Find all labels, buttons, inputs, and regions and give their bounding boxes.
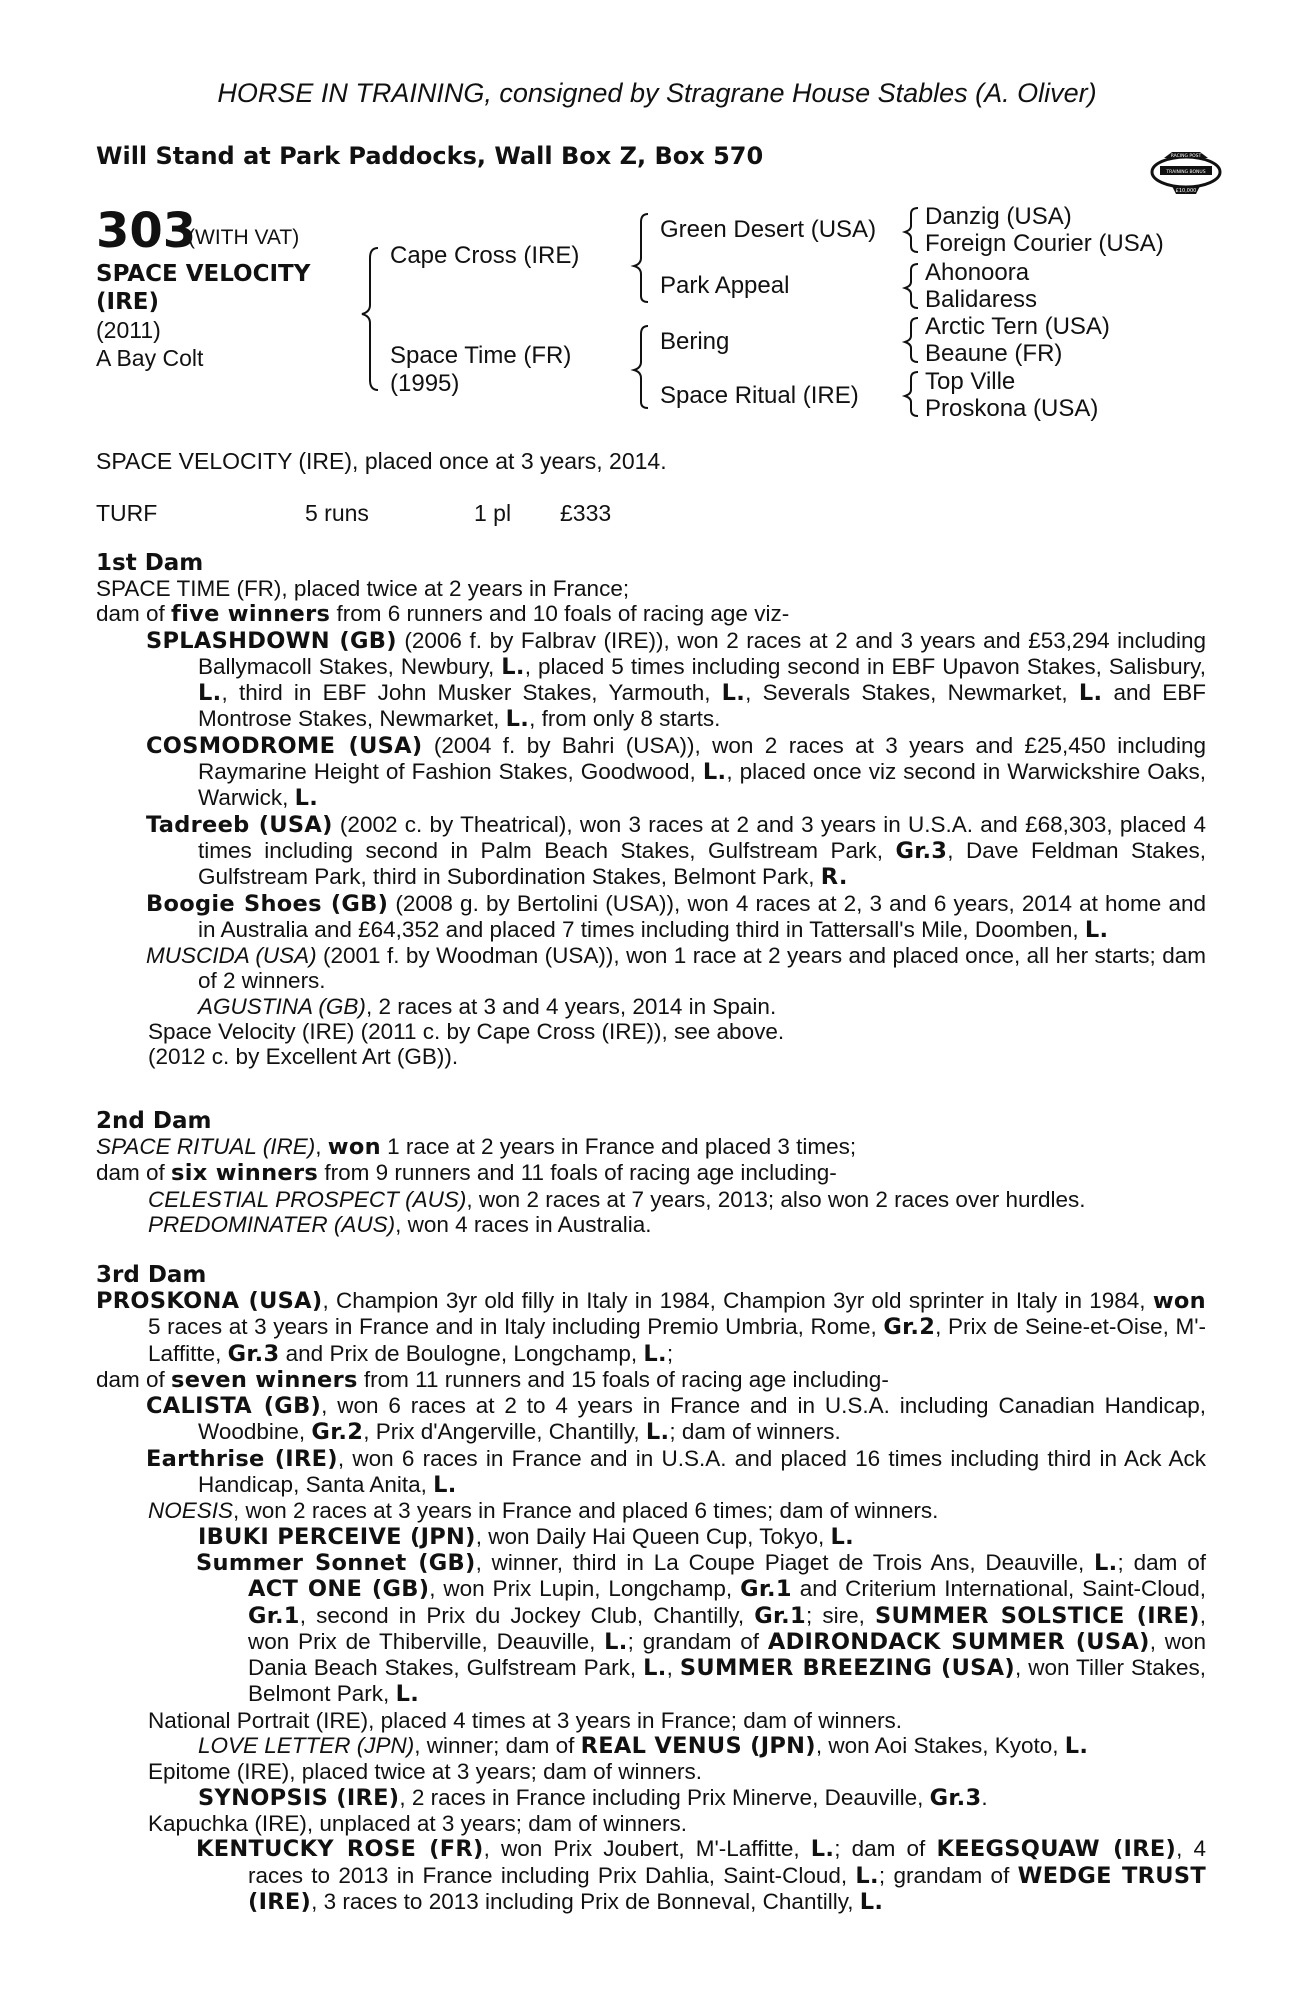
pedigree-dss: Arctic Tern (USA) xyxy=(925,313,1110,340)
pedigree-sire-sire: Green Desert (USA) xyxy=(660,216,877,243)
record-earnings: £333 xyxy=(560,500,612,526)
badge-mid-text: TRAINING BONUS xyxy=(1166,170,1206,175)
pedigree-dam-sire: Bering xyxy=(660,328,730,355)
pedigree-dam: Space Time (FR) xyxy=(390,342,572,369)
record-runs: 5 runs xyxy=(305,500,369,526)
pedigree-sss: Danzig (USA) xyxy=(925,203,1072,230)
horse-sex-colour: A Bay Colt xyxy=(96,345,204,371)
race-summary: SPACE VELOCITY (IRE), placed once at 3 years, 2014. xyxy=(96,448,667,474)
vat-note: (WITH VAT) xyxy=(188,226,300,249)
pedigree-sds: Ahonoora xyxy=(925,259,1030,286)
pedigree-ddd: Proskona (USA) xyxy=(925,395,1099,422)
pedigree-dsd: Beaune (FR) xyxy=(925,340,1063,367)
record-placed: 1 pl xyxy=(474,500,512,526)
third-dam-body: PROSKONA (USA), Champion 3yr old filly in Italy in 1984, Champion 3yr old sprinter in Italy in 1984, won 5 races at 3 years in France and in Italy including Premio Umbria, Rome, Gr.2, Prix de Seine-et-Oise, M'-Laffitte, Gr.3 and Prix de Boulogne, Longchamp, L.; dam of seven winners from 11 runners and 15 foals of racing age including- CALISTA (GB), won 6 races at 2 to 4 years in France and in U.S.A. including Canadian Handicap, Woodbine, Gr.2, Prix d'Angerville, Chantilly, L.; dam of winners. Earthrise (IRE), won 6 races in France and in U.S.A. and placed 16 times including third in Ack Ack Handicap, Santa Anita, L. NOESIS, won 2 races at 3 years in France and placed 6 times; dam of winners. IBUKI PERCEIVE (JPN), won Daily Hai Queen Cup, Tokyo, L. Summer Sonnet (GB), winner, third in La Coupe Piaget de Trois Ans, Deauville, L.; dam of ACT ONE (GB), won Prix Lupin, Longchamp, Gr.1 and Criterium International, Saint-Cloud, Gr.1, second in Prix du Jockey Club, Chantilly, Gr.1; sire, SUMMER SOLSTICE (IRE), won Prix de Thiberville, Deauville, L.; grandam of ADIRONDACK SUMMER (USA), won Dania Beach Stakes, Gulfstream Park, L., SUMMER BREEZING (USA), won Tiller Stakes, Belmont Park, L. National Portrait (IRE), placed 4 times at 3 years in France; dam of winners. LOVE LETTER (JPN), winner; dam of REAL VENUS (JPN), won Aoi Stakes, Kyoto, L. Epitome (IRE), placed twice at 3 years; dam of winners. SYNOPSIS (IRE), 2 races in France including Prix Minerve, Deauville, Gr.3. Kapuchka (IRE), unplaced at 3 years; dam of winners. KENTUCKY ROSE (FR), won Prix Joubert, M'-Laffitte, L.; dam of KEEGSQUAW (IRE), 4 races to 2013 in France including Prix Dahlia, Saint-Cloud, L.; grandam of WEDGE TRUST (IRE), 3 races to 2013 including Prix de Bonneval, Chantilly, L. xyxy=(96,1288,1207,1915)
stand-location: Will Stand at Park Paddocks, Wall Box Z, Box 570 xyxy=(96,142,764,170)
pedigree-dds: Top Ville xyxy=(925,368,1016,395)
pedigree-sire: Cape Cross (IRE) xyxy=(390,242,580,269)
second-dam-body: SPACE RITUAL (IRE), won 1 race at 2 years in France and placed 3 times; dam of six winners from 9 runners and 11 foals of racing age including- CELESTIAL PROSPECT (AUS), won 2 races at 7 years, 2013; also won 2 races over hurdles. PREDOMINATER (AUS), won 4 races in Australia. xyxy=(96,1134,1086,1237)
pedigree-sdd: Balidaress xyxy=(925,286,1038,313)
badge-top-text: RACING POST xyxy=(1170,154,1202,159)
pedigree-braces xyxy=(0,0,1314,440)
first-dam-body: SPACE TIME (FR), placed twice at 2 years in France; dam of five winners from 6 runners and 10 foals of racing age viz- SPLASHDOWN (GB) (2006 f. by Falbrav (IRE)), won 2 races at 2 and 3 years and £53,294 including Ballymacoll Stakes, Newbury, L., placed 5 times including second in EBF Upavon Stakes, Salisbury, L., third in EBF John Musker Stakes, Yarmouth, L., Severals Stakes, Newmarket, L. and EBF Montrose Stakes, Newmarket, L., from only 8 starts. COSMODROME (USA) (2004 f. by Bahri (USA)), won 2 races at 3 years and £25,450 including Raymarine Height of Fashion Stakes, Goodwood, L., placed once viz second in Warwickshire Oaks, Warwick, L. Tadreeb (USA) (2002 c. by Theatrical), won 3 races at 2 and 3 years in U.S.A. and £68,303, placed 4 times including second in Palm Beach Stakes, Gulfstream Park, Gr.3, Dave Feldman Stakes, Gulfstream Park, third in Subordination Stakes, Belmont Park, R. Boogie Shoes (GB) (2008 g. by Bertolini (USA)), won 4 races at 2, 3 and 6 years, 2014 at home and in Australia and £64,352 and placed 7 times including third in Tattersall's Mile, Doomben, L. MUSCIDA (USA) (2001 f. by Woodman (USA)), won 1 race at 2 years and placed once, all her starts; dam of 2 winners. AGUSTINA (GB), 2 races at 3 and 4 years, 2014 in Spain. Space Velocity (IRE) (2011 c. by Cape Cross (IRE)), see above. (2012 c. by Excellent Art (GB)). xyxy=(96,576,1207,1070)
third-dam-heading: 3rd Dam xyxy=(96,1262,207,1288)
record-surface: TURF xyxy=(96,500,158,526)
pedigree-dam-dam: Space Ritual (IRE) xyxy=(660,382,859,409)
pedigree-sire-dam: Park Appeal xyxy=(660,272,790,299)
horse-name-line1: SPACE VELOCITY xyxy=(96,261,311,287)
first-dam-heading: 1st Dam xyxy=(96,550,204,576)
lot-number: 303 xyxy=(96,203,197,259)
pedigree-dam-year: (1995) xyxy=(390,370,460,397)
catalogue-header: HORSE IN TRAINING, consigned by Stragrane House Stables (A. Oliver) xyxy=(217,78,1097,108)
horse-foaling-year: (2011) xyxy=(96,317,161,343)
badge-amount-text: £10,000 xyxy=(1175,188,1197,194)
pedigree-ssd: Foreign Courier (USA) xyxy=(925,230,1164,257)
horse-name-line2: (IRE) xyxy=(96,289,160,315)
second-dam-heading: 2nd Dam xyxy=(96,1108,212,1134)
